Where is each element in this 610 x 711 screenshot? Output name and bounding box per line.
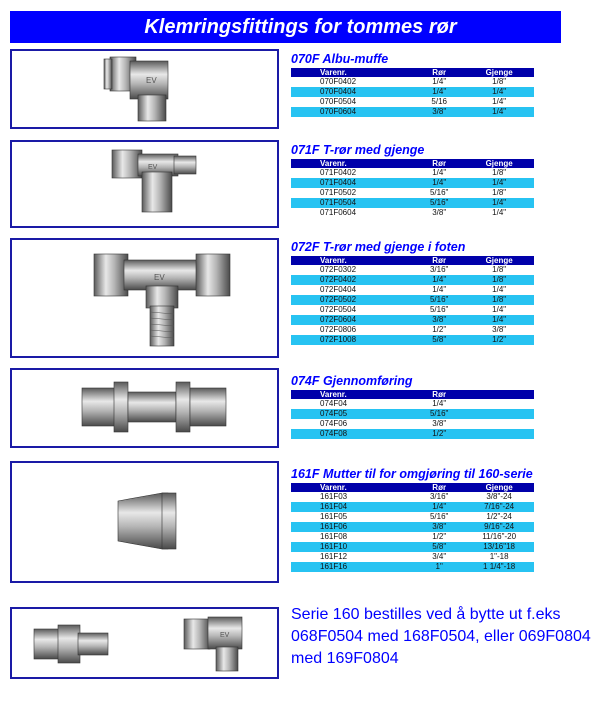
table-row [291, 399, 534, 409]
table-row [291, 542, 534, 552]
cell-ror: 1/4" [432, 77, 447, 86]
cell-gjenge: 3/8"-24 [486, 492, 512, 501]
table-header-row [291, 159, 534, 168]
cell-varenr: 070F0404 [291, 87, 414, 97]
table-row [291, 295, 534, 305]
cell-ror: 5/16" [414, 409, 464, 419]
cell-gjenge: 1/4" [492, 97, 507, 106]
table-row [291, 502, 534, 512]
svg-text:EV: EV [154, 273, 165, 282]
table-header-row [291, 256, 534, 265]
table-074f [291, 390, 534, 439]
table-row [291, 512, 534, 522]
cell-gjenge: 1/8" [492, 265, 507, 274]
cell-varenr: 072F0806 [320, 325, 357, 334]
product-image-box-160-series [10, 607, 279, 679]
table-header-row [291, 68, 534, 77]
cell-varenr: 161F04 [291, 502, 414, 512]
cell-varenr: 161F12 [320, 552, 348, 561]
cell-varenr: 161F03 [320, 492, 348, 501]
table-row [291, 77, 534, 87]
col-header-gjenge: Gjenge [464, 68, 534, 77]
cell-ror: 1" [414, 562, 464, 572]
cell-ror: 1/4" [414, 502, 464, 512]
table-row [291, 208, 534, 218]
cell-ror: 1/4" [432, 399, 447, 408]
table-072f [291, 256, 534, 345]
table-row [291, 265, 534, 275]
col-header-ror: Rør [414, 390, 464, 399]
cell-gjenge: 1/4" [464, 198, 534, 208]
cell-gjenge: 1/2" [464, 335, 534, 345]
cell-gjenge: 1/4" [464, 178, 534, 188]
col-header-varenr: Varenr. [291, 68, 414, 77]
cell-gjenge [464, 409, 534, 419]
cell-gjenge: 1/8" [464, 275, 534, 285]
cell-varenr: 161F16 [291, 562, 414, 572]
cell-varenr: 072F0604 [291, 315, 414, 325]
cell-gjenge: 1/4" [492, 208, 507, 217]
page-title-banner [10, 11, 561, 43]
table-row [291, 305, 534, 315]
cell-ror: 5/16" [429, 305, 449, 314]
cell-ror: 3/8" [414, 107, 464, 117]
section-title-161f: 161F Mutter til for omgjøring til 160-serie [291, 467, 533, 481]
cell-ror: 5/16 [431, 97, 447, 106]
cell-gjenge [464, 399, 534, 409]
table-row [291, 97, 534, 107]
table-row [291, 285, 534, 295]
cell-ror: 5/8" [414, 542, 464, 552]
col-header-gjenge: Gjenge [464, 256, 534, 265]
table-070f [291, 68, 534, 117]
cell-varenr: 070F0402 [320, 77, 357, 86]
cell-varenr: 071F0404 [291, 178, 414, 188]
elbow-fitting-image [12, 51, 277, 127]
col-header-varenr: Varenr. [291, 483, 414, 492]
table-row [291, 198, 534, 208]
cell-ror: 3/8" [432, 208, 447, 217]
cell-ror: 1/4" [414, 87, 464, 97]
svg-text:EV: EV [220, 632, 230, 639]
cell-gjenge: 1/8" [492, 77, 507, 86]
table-row [291, 522, 534, 532]
cell-gjenge: 1/2"-24 [486, 512, 512, 521]
cell-ror: 5/16" [414, 198, 464, 208]
section-title-072f: 072F T-rør med gjenge i foten [291, 240, 466, 254]
table-row [291, 178, 534, 188]
cell-ror: 1/2" [432, 532, 447, 541]
cell-gjenge: 1/8" [464, 295, 534, 305]
col-header-ror: Rør [414, 68, 464, 77]
series-160-note: Serie 160 bestilles ved å bytte ut f.eks 068F0504 med 168F0504, eller 069F0804 med 169F0804 [291, 606, 591, 667]
cell-ror: 1/4" [414, 275, 464, 285]
table-row [291, 315, 534, 325]
col-header-ror: Rør [414, 256, 464, 265]
cell-varenr: 161F06 [291, 522, 414, 532]
cell-gjenge: 1/4" [464, 315, 534, 325]
cell-gjenge: 7/16"-24 [464, 502, 534, 512]
cell-gjenge: 1/4" [492, 305, 507, 314]
cell-gjenge: 1/4" [464, 107, 534, 117]
table-header-row [291, 390, 534, 399]
cell-varenr: 072F0404 [320, 285, 357, 294]
cell-varenr: 072F0504 [320, 305, 357, 314]
cell-varenr: 071F0504 [291, 198, 414, 208]
product-image-box-071f [10, 140, 279, 228]
col-header-gjenge: Gjenge [464, 159, 534, 168]
cell-ror: 1/4" [414, 178, 464, 188]
table-071f [291, 159, 534, 218]
col-header-ror: Rør [414, 483, 464, 492]
table-row [291, 107, 534, 117]
table-row [291, 335, 534, 345]
col-header-blank [464, 390, 534, 399]
cell-varenr: 074F06 [320, 419, 348, 428]
cell-varenr: 161F08 [320, 532, 348, 541]
table-row [291, 532, 534, 542]
cell-gjenge: 1"-18 [489, 552, 509, 561]
table-row [291, 429, 534, 439]
table-row [291, 419, 534, 429]
product-image-box-161f [10, 461, 279, 583]
table-row [291, 492, 534, 502]
cell-varenr: 074F05 [291, 409, 414, 419]
table-row [291, 188, 534, 198]
cell-ror: 1/4" [432, 168, 447, 177]
col-header-varenr: Varenr. [291, 256, 414, 265]
cell-ror: 3/16" [429, 492, 449, 501]
table-row [291, 275, 534, 285]
table-row [291, 325, 534, 335]
cell-gjenge: 1 1/4"-18 [464, 562, 534, 572]
cell-varenr: 072F0402 [291, 275, 414, 285]
cell-varenr: 071F0402 [320, 168, 357, 177]
table-row [291, 552, 534, 562]
cell-gjenge: 1/8" [492, 168, 507, 177]
cell-varenr: 070F0504 [320, 97, 357, 106]
table-row [291, 87, 534, 97]
cell-gjenge: 1/4" [492, 285, 507, 294]
cell-gjenge: 3/8" [492, 325, 507, 334]
cell-varenr: 074F04 [320, 399, 348, 408]
cell-ror: 3/4" [432, 552, 447, 561]
cell-gjenge: 9/16"-24 [464, 522, 534, 532]
cell-varenr: 071F0604 [320, 208, 357, 217]
table-row [291, 409, 534, 419]
product-image-box-072f [10, 238, 279, 358]
cell-gjenge: 1/8" [492, 188, 507, 197]
cell-varenr: 074F08 [291, 429, 414, 439]
svg-text:EV: EV [148, 164, 158, 171]
table-row [291, 562, 534, 572]
cell-ror: 1/4" [432, 285, 447, 294]
cell-varenr: 072F1008 [291, 335, 414, 345]
cell-ror: 5/16" [414, 295, 464, 305]
bulkhead-fitting-image [12, 370, 277, 446]
cell-varenr: 072F0302 [320, 265, 357, 274]
cell-ror: 3/8" [414, 522, 464, 532]
cell-ror: 3/8" [414, 315, 464, 325]
cell-gjenge: 13/16"18 [464, 542, 534, 552]
cell-ror: 5/16" [429, 512, 449, 521]
cell-varenr: 070F0604 [291, 107, 414, 117]
tee-fitting-image [12, 142, 277, 226]
table-header-row [291, 483, 534, 492]
cell-varenr: 072F0502 [291, 295, 414, 305]
section-title-074f: 074F Gjennomføring [291, 374, 413, 388]
cell-ror: 5/8" [414, 335, 464, 345]
product-image-box-074f [10, 368, 279, 448]
col-header-varenr: Varenr. [291, 159, 414, 168]
cell-gjenge [464, 429, 534, 439]
table-161f [291, 483, 534, 572]
cell-varenr: 071F0502 [320, 188, 357, 197]
series-160-fittings-image [12, 609, 277, 677]
page-title: Klemringsfittings for tommes rør [144, 16, 457, 38]
product-image-box-070f [10, 49, 279, 129]
tee-threaded-base-image [12, 240, 277, 356]
cell-varenr: 161F10 [291, 542, 414, 552]
cell-ror: 5/16" [429, 188, 449, 197]
cell-varenr: 161F05 [320, 512, 348, 521]
cell-gjenge: 1/4" [464, 87, 534, 97]
cell-ror: 1/2" [432, 325, 447, 334]
svg-text:EV: EV [146, 76, 157, 85]
nut-image [12, 463, 277, 581]
section-title-070f: 070F Albu-muffe [291, 52, 389, 66]
col-header-gjenge: Gjenge [464, 483, 534, 492]
section-title-071f: 071F T-rør med gjenge [291, 143, 425, 157]
cell-gjenge [464, 419, 534, 429]
col-header-varenr: Varenr. [291, 390, 414, 399]
cell-gjenge: 11/16"-20 [482, 532, 517, 541]
table-row [291, 168, 534, 178]
cell-ror: 1/2" [414, 429, 464, 439]
col-header-ror: Rør [414, 159, 464, 168]
cell-ror: 3/16" [429, 265, 449, 274]
cell-ror: 3/8" [432, 419, 447, 428]
